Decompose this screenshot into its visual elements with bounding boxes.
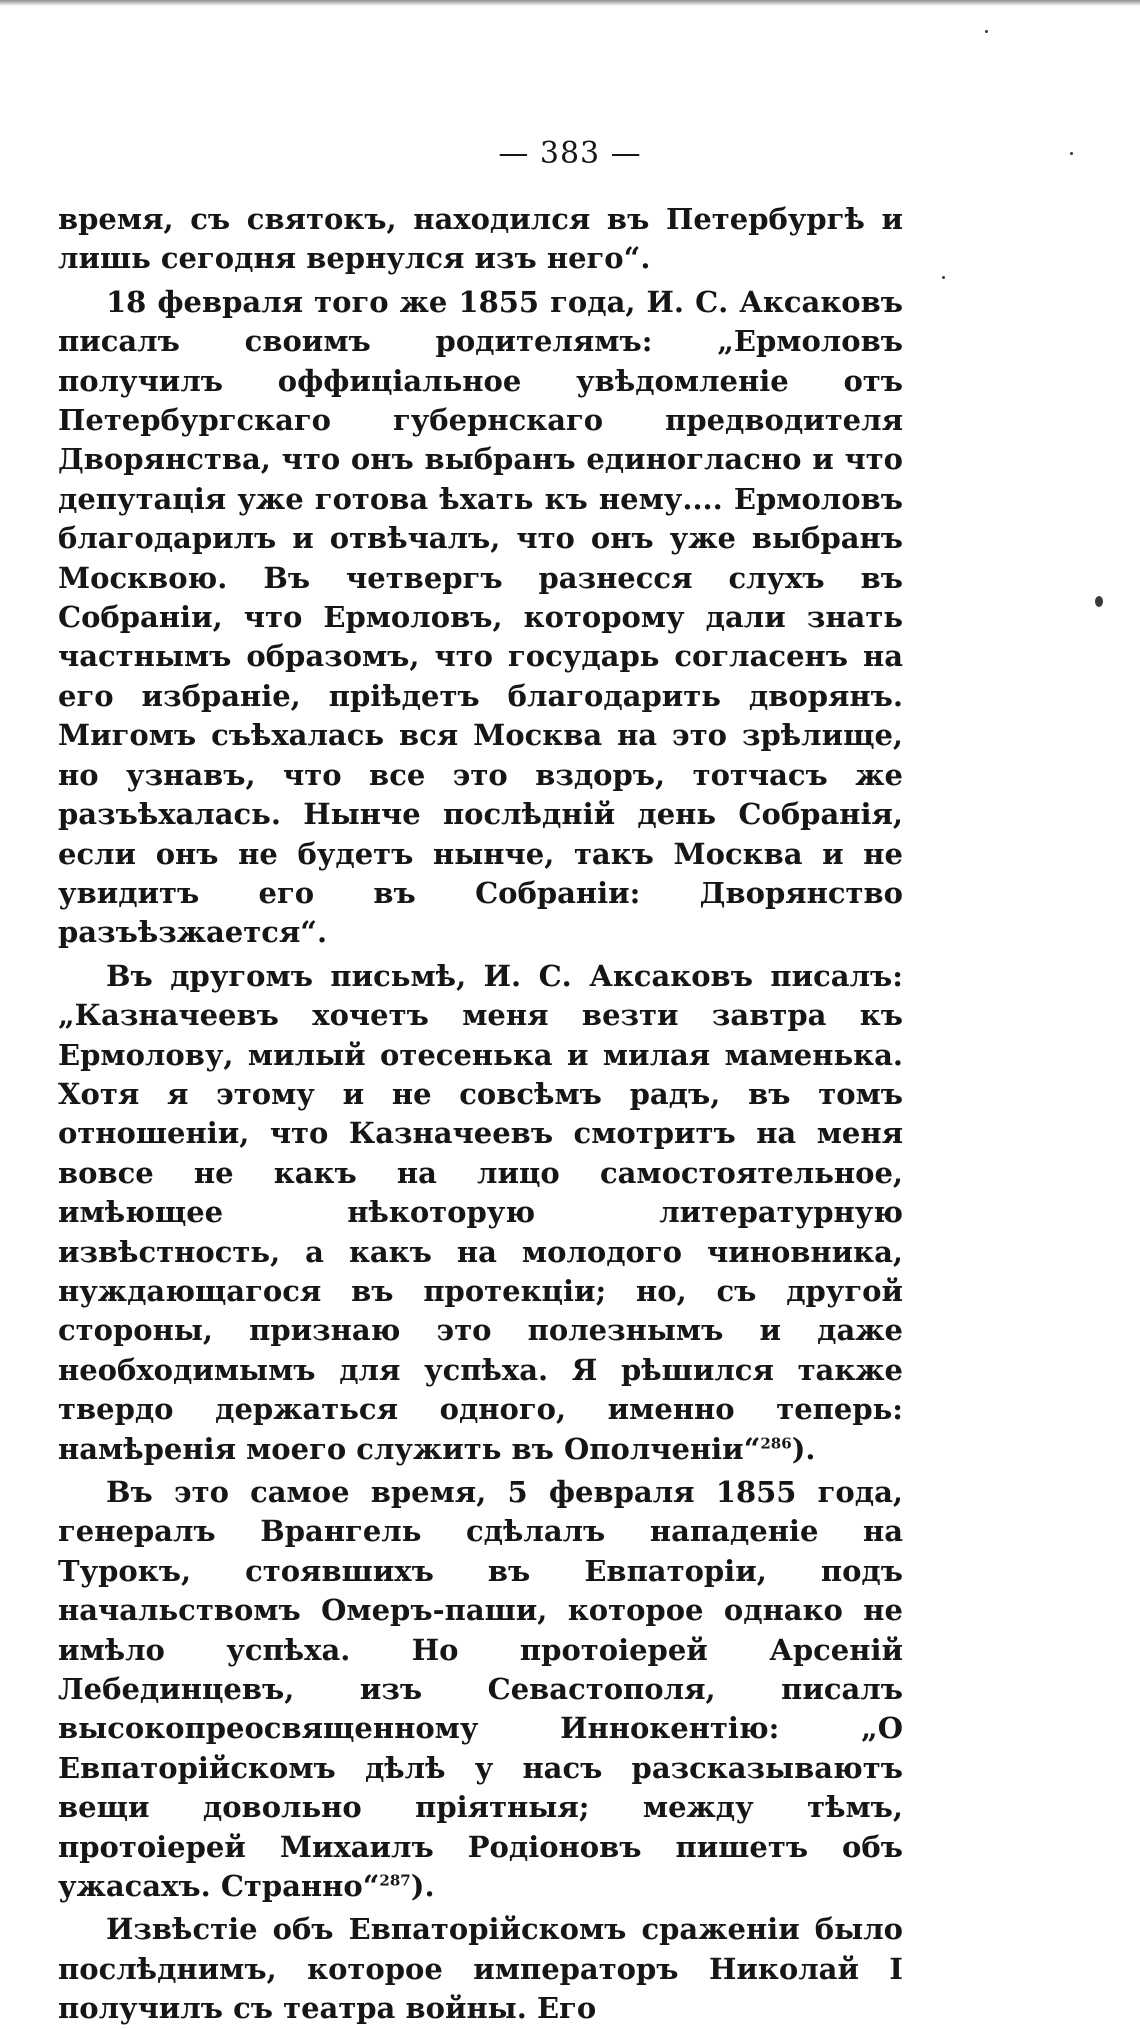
page-number: — 383 —: [498, 136, 642, 171]
paragraph-4: [58, 1473, 903, 1906]
footnote-ref-286: 286: [760, 1433, 792, 1452]
footnote-ref-287: 287: [379, 1871, 411, 1890]
paragraph-3-text: Въ другомъ письмѣ, И. С. Аксаковъ писалъ: „Казначеевъ хочетъ меня везти завтра къ Ермолову, милый отесенька и милая маменька. Хотя я этому и не совсѣмъ радъ, въ томъ отношеніи, что Казначеевъ смотритъ на меня вовсе не какъ на лицо самостоятельное, имѣющее нѣкоторую литературную извѣстность, а какъ на молодого чиновника, нуждающагося въ протекціи; но, съ другой стороны, признаю это полезнымъ и даже необходимымъ для успѣха. Я рѣшился также твердо держаться одного, именно теперь: намѣренія моего служить въ Ополченіи“: [58, 958, 903, 1466]
paragraph-4-tail: ).: [410, 1869, 435, 1904]
scan-edge: [0, 0, 1140, 6]
paragraph-5-text: Извѣстіе объ Евпаторійскомъ сраженіи было послѣднимъ, которое императоръ Николай I получилъ съ театра войны. Его: [58, 1912, 903, 2026]
scan-speck: [985, 30, 988, 33]
paragraph-2: [58, 283, 903, 953]
paragraph-3: [58, 957, 903, 1469]
scan-speck: [1070, 152, 1073, 155]
paragraph-1-text: время, съ святокъ, находился въ Петербургѣ и лишь сегодня вернулся изъ него“.: [58, 202, 903, 276]
paragraph-2-text: 18 февраля того же 1855 года, И. С. Аксаковъ писалъ своимъ родителямъ: „Ермоловъ получилъ оффиціальное увѣдомленіе отъ Петербургскаго губернскаго предводителя Дворянства, что онъ выбранъ единогласно и что депутація уже готова ѣхать къ нему.... Ермоловъ благодарилъ и отвѣчалъ, что онъ уже выбранъ Москвою. Въ четвергъ разнесся слухъ въ Собраніи, что Ермоловъ, которому дали знать частнымъ образомъ, что государь согласенъ на его избраніе, пріѣдетъ благодарить дворянъ. Мигомъ съѣхалась вся Москва на это зрѣлище, но узнавъ, что все это вздоръ, тотчасъ же разъѣхалась. Нынче послѣдній день Собранія, если онъ не будетъ нынче, такъ Москва и не увидитъ его въ Собраніи: Дворянство разъѣзжается“.: [58, 284, 903, 950]
body-text: [58, 200, 903, 2029]
scan-speck: [942, 276, 945, 279]
paragraph-5: [58, 1910, 903, 2028]
paragraph-4-text: Въ это самое время, 5 февраля 1855 года, генералъ Врангель сдѣлалъ нападеніе на Турокъ, стоявшихъ въ Евпаторіи, подъ начальствомъ Омеръ-паши, которое однако не имѣло успѣха. Но протоіерей Арсеній Лебединцевъ, изъ Севастополя, писалъ высокопреосвященному Иннокентію: „О Евпаторійскомъ дѣлѣ у насъ разсказываютъ вещи довольно пріятныя; между тѣмъ, протоіерей Михаилъ Родіоновъ пишетъ объ ужасахъ. Странно“: [58, 1475, 903, 1904]
scan-speck: [1095, 596, 1103, 607]
paragraph-3-tail: ).: [791, 1431, 816, 1466]
paragraph-1: [58, 200, 903, 279]
